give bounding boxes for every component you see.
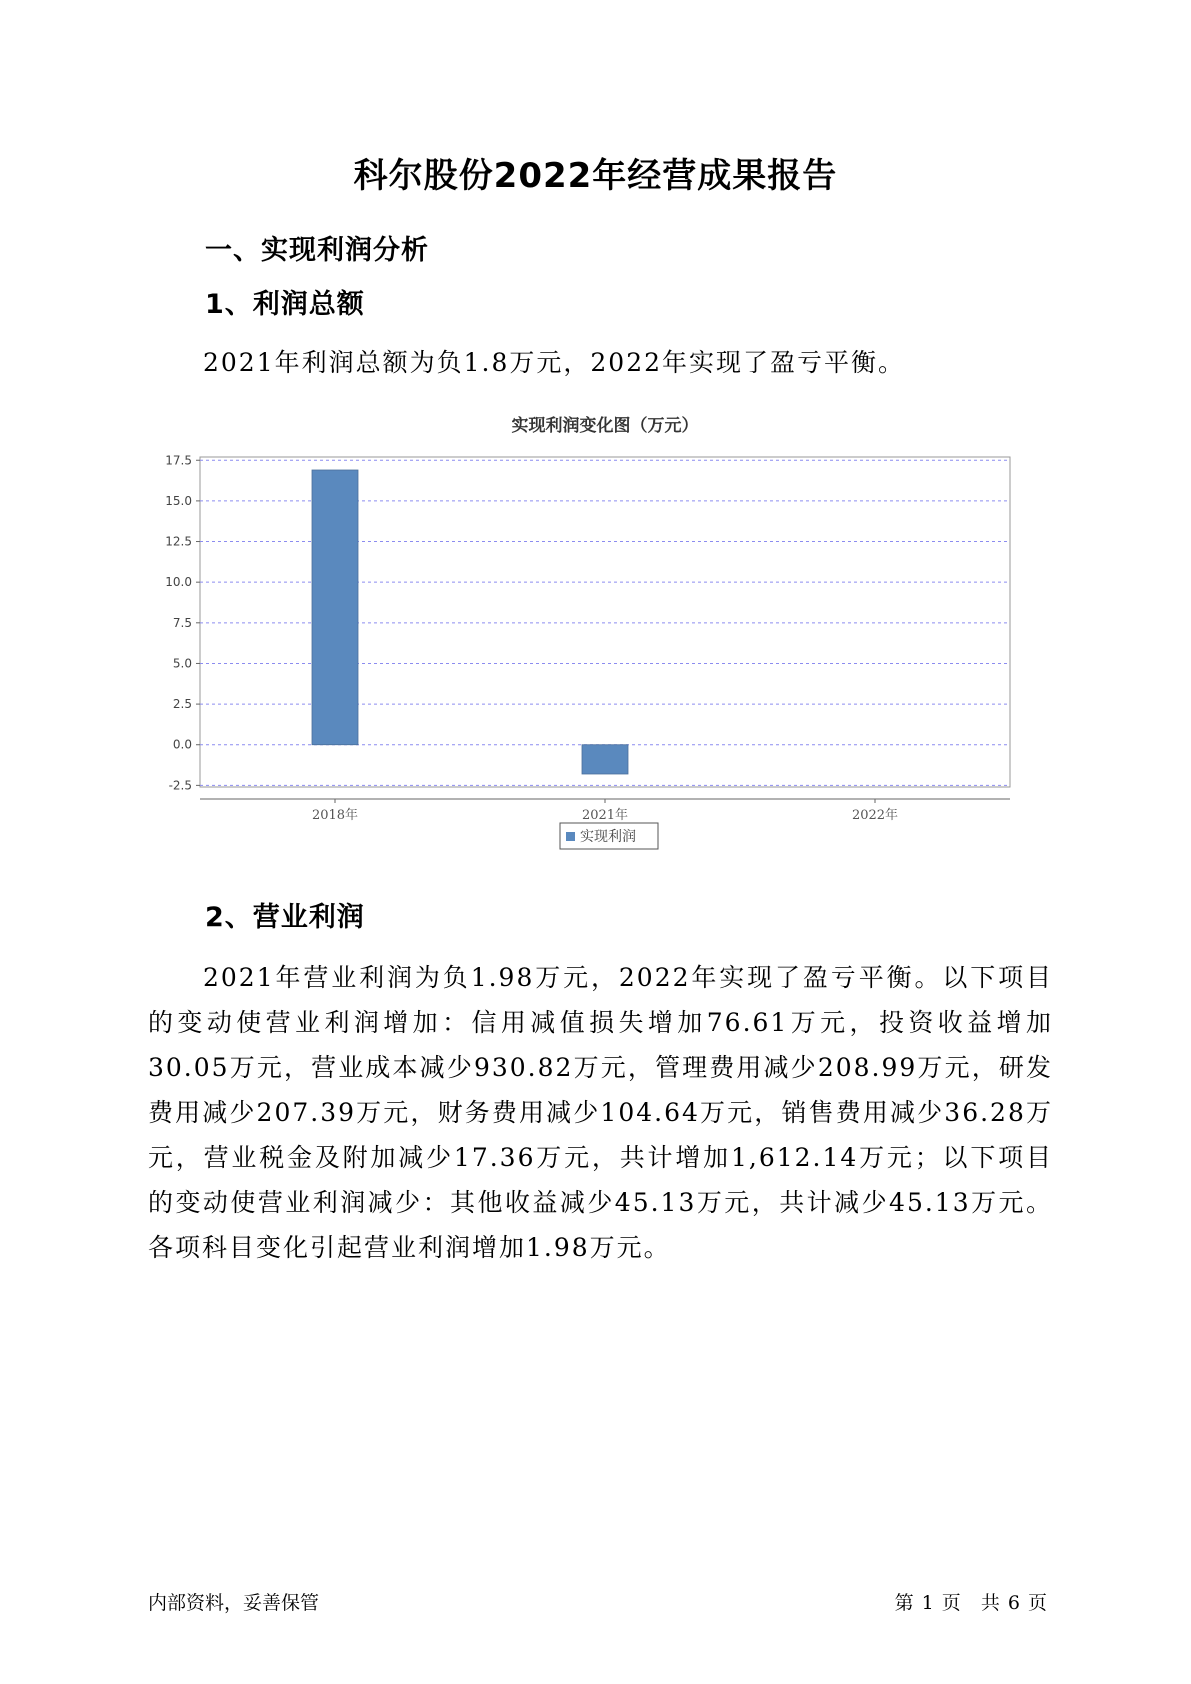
page-mid: 页 bbox=[941, 1592, 961, 1614]
y-tick-label: 7.5 bbox=[172, 615, 192, 630]
bar-1 bbox=[312, 470, 358, 745]
footer-page-number bbox=[891, 1588, 1051, 1615]
y-tick-label: 15.0 bbox=[165, 493, 192, 508]
profit-bar-chart bbox=[140, 405, 1040, 865]
total-suffix: 页 bbox=[1027, 1592, 1047, 1614]
paragraph-operating-profit: 2021年营业利润为负1.98万元，2022年实现了盈亏平衡。以下项目的变动使营业利润增加：信用减值损失增加76.61万元，投资收益增加30.05万元，营业成本减少930.82万元，管理费用减少208.99万元，研发费用减少207.39万元，财务费用减少104.64万元，销售费用减少36.28万元，营业税金及附加减少17.36万元，共计增加1,612.14万元；以下项目的变动使营业利润减少：其他收益减少45.13万元，共计减少45.13万元。各项科目变化引起营业利润增加1.98万元。 bbox=[148, 963, 1053, 1262]
chart-title: 实现利润变化图（万元） bbox=[511, 416, 699, 436]
x-tick-label: 2021年 bbox=[581, 808, 629, 823]
total-pages: 6 bbox=[1007, 1592, 1020, 1614]
page-prefix: 第 bbox=[894, 1592, 914, 1614]
y-tick-label: 2.5 bbox=[172, 697, 192, 712]
y-tick-label: 17.5 bbox=[165, 453, 192, 468]
section-heading-profit-analysis: 一、实现利润分析 bbox=[205, 235, 429, 266]
legend-label: 实现利润 bbox=[580, 829, 636, 845]
y-tick-label: -2.5 bbox=[168, 778, 192, 793]
subheading-operating-profit: 2、营业利润 bbox=[205, 902, 365, 933]
y-tick-label: 0.0 bbox=[172, 737, 192, 752]
page-title: 科尔股份2022年经营成果报告 bbox=[353, 156, 838, 196]
page-number: 1 bbox=[921, 1592, 934, 1614]
y-tick-label: 12.5 bbox=[165, 534, 192, 549]
subheading-total-profit: 1、利润总额 bbox=[205, 289, 365, 320]
paragraph-total-profit: 2021年利润总额为负1.8万元，2022年实现了盈亏平衡。 bbox=[203, 348, 906, 377]
x-tick-label: 2018年 bbox=[311, 808, 359, 823]
bar-2 bbox=[582, 745, 628, 774]
y-tick-label: 5.0 bbox=[172, 656, 192, 671]
legend-swatch bbox=[566, 832, 575, 841]
y-tick-label: 10.0 bbox=[165, 575, 192, 590]
footer-confidential-note: 内部资料，妥善保管 bbox=[148, 1592, 320, 1614]
total-prefix: 共 bbox=[980, 1592, 1000, 1614]
x-tick-label: 2022年 bbox=[851, 808, 899, 823]
